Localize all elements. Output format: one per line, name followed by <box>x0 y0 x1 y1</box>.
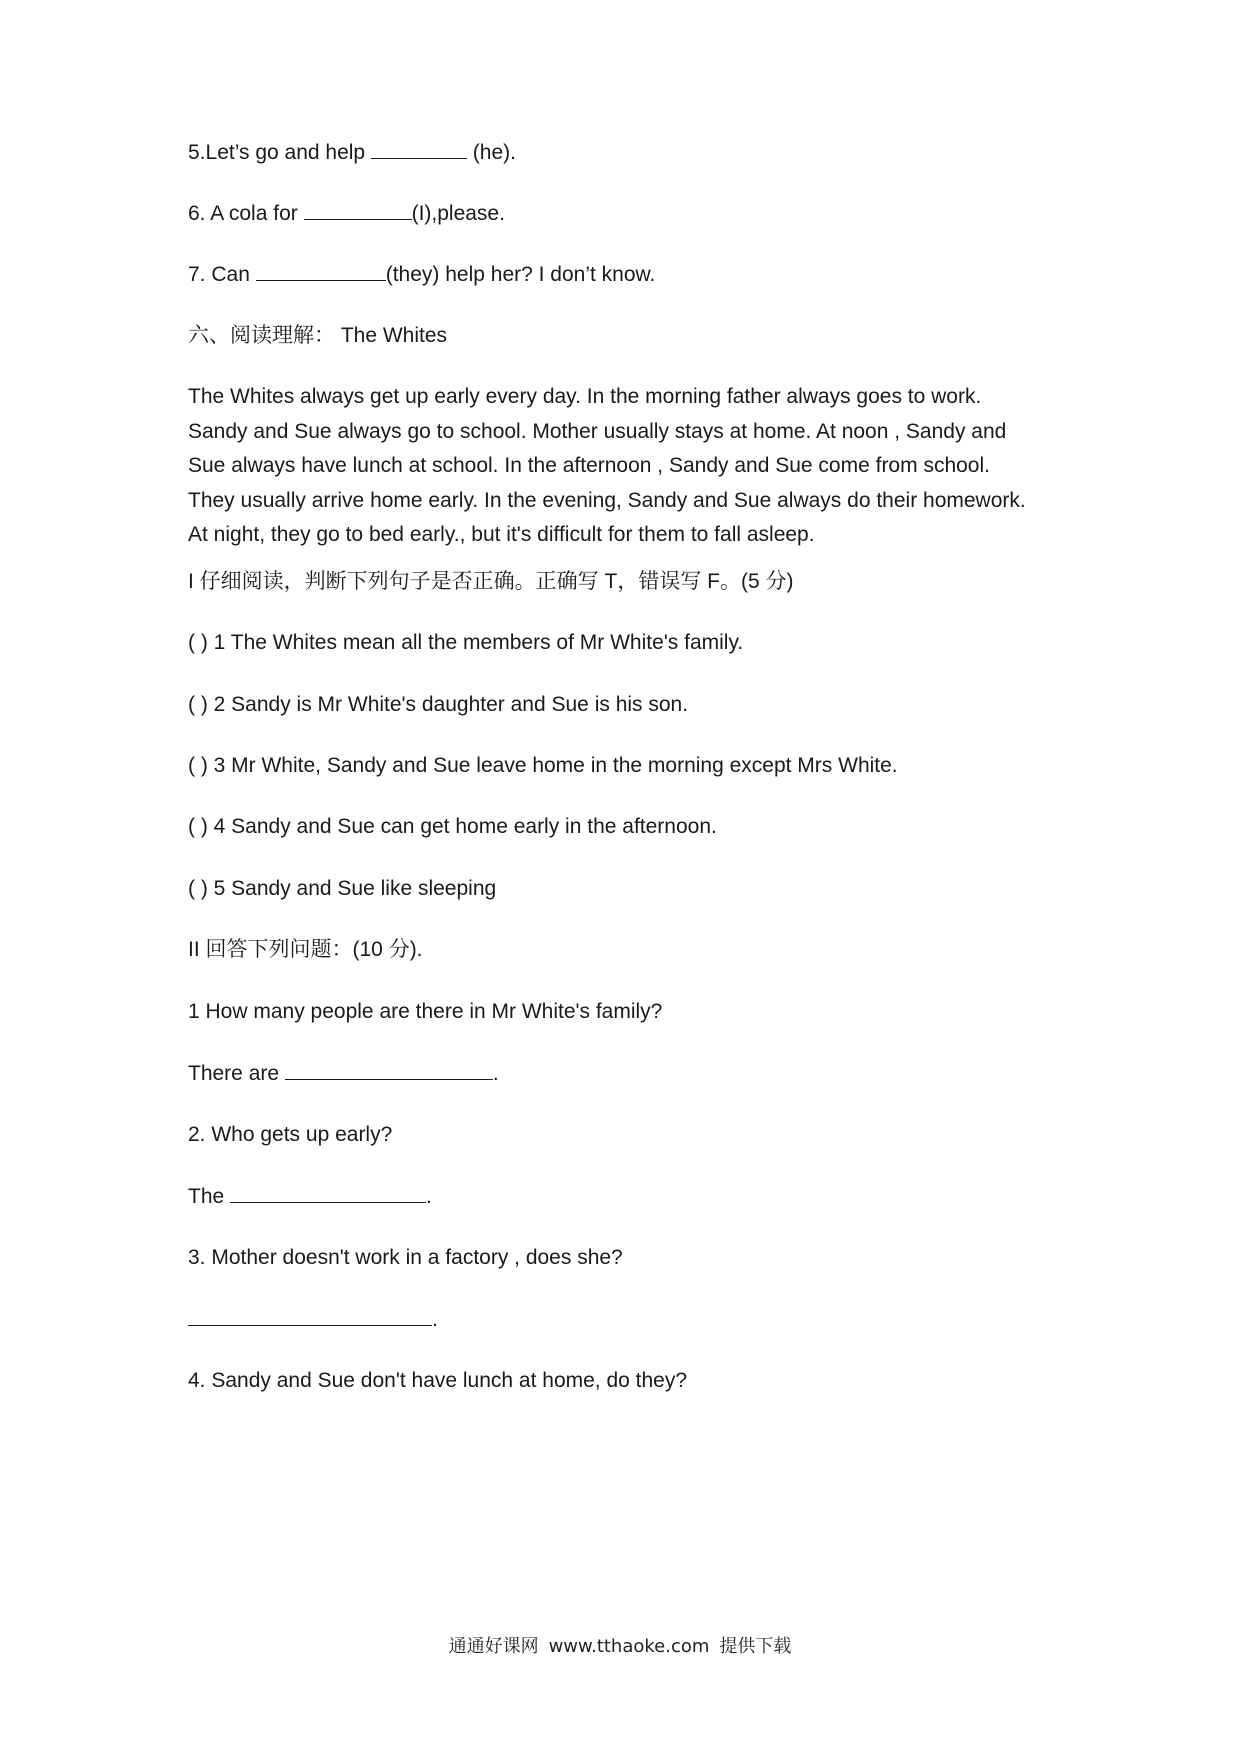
answer-question-1: 1 How many people are there in Mr White's family? <box>188 1000 663 1023</box>
passage-line: At night, they go to bed early., but it's difficult for them to fall asleep. <box>188 523 815 546</box>
footer-suffix: 提供下载 <box>719 1636 792 1657</box>
passage-line: The Whites always get up early every day. In the morning father always goes to work. <box>188 385 982 408</box>
answer-1-prefix: There are <box>188 1062 285 1085</box>
question-5-hint: (he). <box>466 141 516 164</box>
passage-line: Sue always have lunch at school. In the afternoon , Sandy and Sue come from school. <box>188 454 990 477</box>
part-2-instruction: II 回答下列问题：(10 分). <box>188 938 423 961</box>
part-1-instruction: I 仔细阅读，判断下列句子是否正确。正确写 T，错误写 F。(5 分) <box>188 570 794 593</box>
section-six-heading: 六、阅读理解： The Whites <box>188 324 448 347</box>
answer-question-2: 2. Who gets up early? <box>188 1123 393 1146</box>
answer-question-4: 4. Sandy and Sue don't have lunch at home, do they? <box>188 1369 688 1392</box>
answer-1-suffix: . <box>492 1062 499 1085</box>
question-6-text: 6. A cola for <box>188 202 304 225</box>
question-5 <box>188 138 516 167</box>
question-5-text: 5.Let’s go and help <box>188 141 371 164</box>
answer-question-3: 3. Mother doesn't work in a factory , does she? <box>188 1246 623 1269</box>
question-7 <box>188 260 655 289</box>
passage-line: They usually arrive home early. In the evening, Sandy and Sue always do their homework. <box>188 488 1026 512</box>
answer-2-prefix: The <box>188 1185 231 1208</box>
true-false-item-3: ( ) 3 Mr White, Sandy and Sue leave home in the morning except Mrs White. <box>188 754 898 777</box>
footer-url: www.tthaoke.com <box>548 1636 710 1657</box>
answer-line-3 <box>188 1305 438 1334</box>
question-6-hint: (I),please. <box>411 202 505 225</box>
answer-2-suffix: . <box>426 1185 432 1208</box>
answer-line-2 <box>188 1182 432 1211</box>
answer-line-1 <box>188 1059 499 1088</box>
answer-2-blank <box>230 1182 426 1203</box>
answer-3-blank <box>188 1305 432 1326</box>
question-6 <box>188 199 505 228</box>
question-5-blank <box>371 138 467 159</box>
reading-passage <box>188 380 1068 553</box>
true-false-item-2: ( ) 2 Sandy is Mr White's daughter and Sue is his son. <box>188 693 689 716</box>
answer-3-suffix: . <box>432 1308 438 1331</box>
passage-line: Sandy and Sue always go to school. Mother usually stays at home. At noon , Sandy and <box>188 419 1007 443</box>
true-false-item-1: ( ) 1 The Whites mean all the members of Mr White's family. <box>188 631 744 654</box>
page-footer <box>0 1634 1240 1660</box>
question-7-text: 7. Can <box>188 263 256 286</box>
question-6-blank <box>304 199 412 220</box>
footer-site-name: 通通好课网 <box>448 1636 539 1657</box>
true-false-item-4: ( ) 4 Sandy and Sue can get home early in the afternoon. <box>188 815 717 838</box>
question-7-blank <box>256 260 386 281</box>
question-7-hint: (they) help her? I don’t know. <box>385 263 656 286</box>
true-false-item-5: ( ) 5 Sandy and Sue like sleeping <box>188 877 497 900</box>
answer-1-blank <box>285 1059 493 1080</box>
